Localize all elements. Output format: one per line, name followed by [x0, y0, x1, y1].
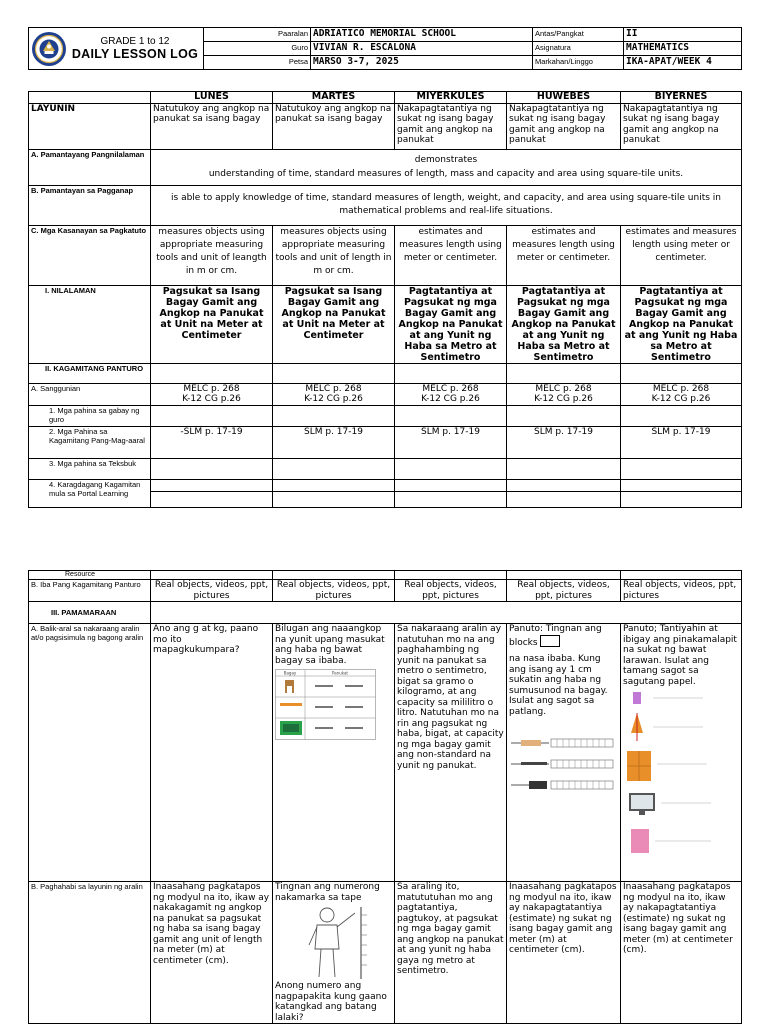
balik-aral-miyerkules: Sa nakaraang aralin ay natutuhan mo na ang paghahambing ng yunit na panukat sa metro o sentimetro, bigat sa gramo o kilogramo, at ang capacity sa mililitro o litro. Natutuhan mo na rin ang pagsukat ng haba, bigat, at capacity ng mga bagay gamit ang non-standard na yunit ng panukat.	[395, 624, 507, 882]
slm-martes: SLM p. 17-19	[273, 426, 395, 458]
kasanayan-label: C. Mga Kasanayan sa Pagkatuto	[29, 225, 151, 285]
sanggunian-miyerkules	[395, 383, 507, 405]
pamamaraan-empty	[151, 602, 742, 624]
layunin-label: LAYUNIN	[29, 103, 151, 149]
chair-icon	[285, 680, 294, 686]
nilalaman-lunes: Pagsukat sa Isang Bagay Gamit ang Angkop na Panukat at Unit na Meter at Centimeter	[151, 285, 273, 363]
kasanayan-miyerkules: estimates and measures length using meter or centimeter.	[395, 225, 507, 285]
fig-col-bagay: Bagay	[283, 670, 297, 676]
calculator-icon	[529, 781, 547, 789]
paghahabi-miyerkules: Sa araling ito, matututuhan mo ang pagtatantiya, pagtukoy, at pagsukat ng mga bagay gamit ang angkop na panukat at ang yunit ng haba gaya ng metro at sentimetro.	[395, 882, 507, 1024]
iba-pang-huwebes: Real objects, videos, ppt, pictures	[507, 580, 621, 602]
day-header-miyerkules: MIYERKULES	[395, 92, 507, 104]
quarter-week-label: Markahan/Linggo	[533, 56, 624, 70]
iba-pang-lunes: Real objects, videos, ppt, pictures	[151, 580, 273, 602]
teksbuk-empty-2	[273, 458, 395, 479]
cg-ref: K-12 CG p.26	[534, 394, 593, 404]
phone-icon	[631, 829, 649, 853]
cup-icon	[633, 692, 641, 704]
resource-empty-2	[273, 571, 395, 580]
cg-ref: K-12 CG p.26	[421, 394, 480, 404]
slm-huwebes: SLM p. 17-19	[507, 426, 621, 458]
teksbuk-empty-1	[151, 458, 273, 479]
pangnilalaman-line2: understanding of time, standard measures of length, mass and capacity and area using square-tile units.	[208, 168, 684, 179]
slm-lunes: -SLM p. 17-19	[151, 426, 273, 458]
paghahabi-huwebes: Inaasahang pagkatapos ng modyul na ito, ikaw ay nakapagtatantiya (estimate) ng sukat ng isang bagay gamit ang meter (m) at centimeter (cm).	[507, 882, 621, 1024]
sanggunian-label: A. Sanggunian	[29, 383, 151, 405]
kagamitang-empty-1	[151, 363, 273, 383]
biyernes-panuto: Panuto; Tantiyahin at ibigay ang pinakamalapit na sukat ng bawat larawan. Isulat ang tamang sagot sa sagutang papel.	[623, 624, 737, 687]
cg-ref: K-12 CG p.26	[304, 394, 363, 404]
nilalaman-martes: Pagsukat sa Isang Bagay Gamit ang Angkop na Panukat at Unit na Meter at Centimeter	[273, 285, 395, 363]
karagdagang-empty-2	[273, 479, 395, 507]
paghahabi-biyernes: Inaasahang pagkatapos ng modyul na ito, ikaw ay nakapagtatantiya (estimate) ng sukat ng isang bagay gamit ang meter (m) at centimeter (cm).	[621, 882, 742, 1024]
measure-table-figure	[275, 669, 387, 741]
day-header-martes: MARTES	[273, 92, 395, 104]
kagamitang-empty-3	[395, 363, 507, 383]
kasanayan-lunes: measures objects using appropriate measuring tools and unit of leangth in m or cm.	[151, 225, 273, 285]
pamamaraan-label: III. PAMAMARAAN	[29, 602, 151, 624]
school-label: Paaralan	[204, 28, 311, 42]
subject-value: MATHEMATICS	[624, 42, 742, 56]
balik-aral-huwebes	[507, 624, 621, 882]
grade-section-label: Antas/Pangkat	[533, 28, 624, 42]
paghahabi-martes-text: Tingnan ang numerong nakamarka sa tape	[275, 882, 380, 903]
gabay-empty-2	[273, 405, 395, 426]
corner-cell	[29, 92, 151, 104]
melc-ref: MELC p. 268	[422, 383, 479, 394]
teksbuk-empty-3	[395, 458, 507, 479]
huwebes-rest: na nasa ibaba. Kung ang isang ay 1 cm sukatin ang haba ng sumusunod na bagay. Isulat ang sagot sa patlang.	[509, 654, 608, 717]
karagdagang-label: 4. Karagdagang Kagamitan mula sa Portal Learning	[29, 479, 151, 507]
nilalaman-label: I. NILALAMAN	[29, 285, 151, 363]
date-label: Petsa	[204, 56, 311, 70]
gabay-empty-4	[507, 405, 621, 426]
gabay-empty-1	[151, 405, 273, 426]
lesson-table-part1	[28, 91, 742, 508]
slm-biyernes: SLM p. 17-19	[621, 426, 742, 458]
resource-continued: Resource	[29, 571, 151, 580]
huwebes-instruction	[509, 624, 618, 648]
subject-label: Asignatura	[533, 42, 624, 56]
kagamitang-panturo-label: II. KAGAMITANG PANTURO	[29, 363, 151, 383]
iba-pang-label: B. Iba Pang Kagamitang Panturo	[29, 580, 151, 602]
kagamitang-empty-5	[621, 363, 742, 383]
grade-label: GRADE 1 to 12	[100, 36, 170, 47]
pangnilalaman-line1: demonstrates	[414, 155, 478, 165]
nilalaman-miyerkules: Pagtatantiya at Pagsukat ng mga Bagay Gamit ang Angkop na Panukat at ang Yunit ng Haba sa Metro at Sentimetro	[395, 285, 507, 363]
paghahabi-martes-question: Anong numero ang nagpapakita kung gaano katangkad ang batang lalaki?	[275, 981, 387, 1023]
lesson-table-part2	[28, 570, 742, 1024]
karagdagang-empty-4	[507, 479, 621, 507]
deped-seal-icon	[31, 31, 67, 67]
day-header-lunes: LUNES	[151, 92, 273, 104]
huwebes-panuto: Panuto: Tingnan ang blocks	[509, 624, 602, 648]
karagdagang-empty-5	[621, 479, 742, 507]
kagamitang-empty-2	[273, 363, 395, 383]
nilalaman-huwebes: Pagtatantiya at Pagsukat ng mga Bagay Gamit ang Angkop na Panukat at ang Yunit ng Haba sa Metro at Sentimetro	[507, 285, 621, 363]
karagdagang-empty-1	[151, 479, 273, 507]
sanggunian-lunes	[151, 383, 273, 405]
balik-aral-martes-text: Bilugan ang naaangkop na yunit upang masukat ang haba ng bawat bagay sa ibaba.	[275, 624, 385, 666]
kagamitang-empty-4	[507, 363, 621, 383]
sanggunian-martes	[273, 383, 395, 405]
estimate-pictures-figure	[623, 689, 735, 867]
kasanayan-huwebes: estimates and measures length using meter or centimeter.	[507, 225, 621, 285]
brush-icon	[521, 740, 541, 746]
iba-pang-biyernes: Real objects, videos, ppt, pictures	[621, 580, 742, 602]
sanggunian-huwebes	[507, 383, 621, 405]
iba-pang-miyerkules: Real objects, videos, ppt, pictures	[395, 580, 507, 602]
iba-pang-martes: Real objects, videos, ppt, pictures	[273, 580, 395, 602]
melc-ref: MELC p. 268	[535, 383, 592, 394]
boy-body	[315, 925, 339, 949]
kasanayan-martes: measures objects using appropriate measuring tools and unit of length in m or cm.	[273, 225, 395, 285]
cg-ref: K-12 CG p.26	[651, 394, 711, 404]
blocks-measure-figure	[509, 731, 617, 801]
nilalaman-biyernes: Pagtatantiya at Pagsukat ng mga Bagay Gamit ang Angkop na Panukat at ang Yunit ng Haba sa Metro at Sentimetro	[621, 285, 742, 363]
balik-aral-martes	[273, 624, 395, 882]
pamantayan-sa-pagganap-label: B. Pamantayan sa Pagganap	[29, 185, 151, 225]
teacher-label: Guro	[204, 42, 311, 56]
paghahabi-label: B. Paghahabi sa layunin ng aralin	[29, 882, 151, 1024]
balik-aral-label: A. Balik-aral sa nakaraang aralin at/o pagsisimula ng bagong aralin	[29, 624, 151, 882]
gabay-guro-label: 1. Mga pahina sa gabay ng guro	[29, 405, 151, 426]
grade-section-value: II	[624, 28, 742, 42]
date-value: MARSO 3-7, 2025	[311, 56, 533, 70]
melc-ref: MELC p. 268	[652, 383, 710, 394]
layunin-biyernes: Nakapagtatantiya ng sukat ng isang bagay gamit ang angkop na panukat	[621, 103, 742, 149]
layunin-lunes: Natutukoy ang angkop na panukat sa isang bagay	[151, 103, 273, 149]
document-title: DAILY LESSON LOG	[71, 47, 199, 61]
layunin-martes: Natutukoy ang angkop na panukat sa isang bagay	[273, 103, 395, 149]
day-header-biyernes: BIYERNES	[621, 92, 742, 104]
layunin-huwebes: Nakapagtatantiya ng sukat ng isang bagay gamit ang angkop na panukat	[507, 103, 621, 149]
pamantayang-pangnilalaman-text	[151, 149, 742, 185]
resource-empty-1	[151, 571, 273, 580]
resource-empty-5	[621, 571, 742, 580]
teksbuk-empty-5	[621, 458, 742, 479]
boy-head	[320, 908, 334, 922]
balik-aral-biyernes	[621, 624, 742, 882]
sanggunian-biyernes	[621, 383, 742, 405]
resource-empty-3	[395, 571, 507, 580]
kasanayan-biyernes: estimates and measures length using meter or centimeter.	[621, 225, 742, 285]
melc-ref: MELC p. 268	[183, 383, 240, 394]
teksbuk-label: 3. Mga pahina sa Teksbuk	[29, 458, 151, 479]
paghahabi-lunes: Inaasahang pagkatapos ng modyul na ito, ikaw ay nakakagamit ng angkop na panukat sa pagsukat ng haba sa isang bagay gamit ang unit of length na meter (m) at centimeter (cm).	[151, 882, 273, 1024]
fig-col-panukat: Panukat	[331, 670, 349, 676]
quarter-week-value: IKA-APAT/WEEK 4	[624, 56, 742, 70]
layunin-miyerkules: Nakapagtatantiya ng sukat ng isang bagay gamit ang angkop na panukat	[395, 103, 507, 149]
teacher-value: VIVIAN R. ESCALONA	[311, 42, 533, 56]
slm-miyerkules: SLM p. 17-19	[395, 426, 507, 458]
resource-empty-4	[507, 571, 621, 580]
balik-aral-lunes: Ano ang g at kg, paano mo ito mapagkukumpara?	[151, 624, 273, 882]
header-title-cell	[29, 28, 204, 70]
karagdagang-empty-3	[395, 479, 507, 507]
pamantayan-sa-pagganap-text: is able to apply knowledge of time, standard measures of length, weight, and capacity, and area using square-tile units in mathematical problems and real-life situations.	[151, 185, 742, 225]
kagamitang-mag-aaral-label: 2. Mga Pahina sa Kagamitang Pang-Mag-aaral	[29, 426, 151, 458]
paghahabi-martes	[273, 882, 395, 1024]
block-square-icon	[540, 635, 560, 647]
day-header-huwebes: HUWEBES	[507, 92, 621, 104]
cg-ref: K-12 CG p.26	[182, 394, 241, 404]
gabay-empty-5	[621, 405, 742, 426]
gabay-empty-3	[395, 405, 507, 426]
melc-ref: MELC p. 268	[305, 383, 362, 394]
pencil-icon	[280, 703, 302, 706]
teksbuk-empty-4	[507, 458, 621, 479]
boy-height-figure	[283, 905, 393, 981]
pamantayang-pangnilalaman-label: A. Pamantayang Pangnilalaman	[29, 149, 151, 185]
school-value: ADRIATICO MEMORIAL SCHOOL	[311, 28, 533, 42]
pen-icon	[521, 762, 547, 765]
header-table	[28, 27, 742, 70]
